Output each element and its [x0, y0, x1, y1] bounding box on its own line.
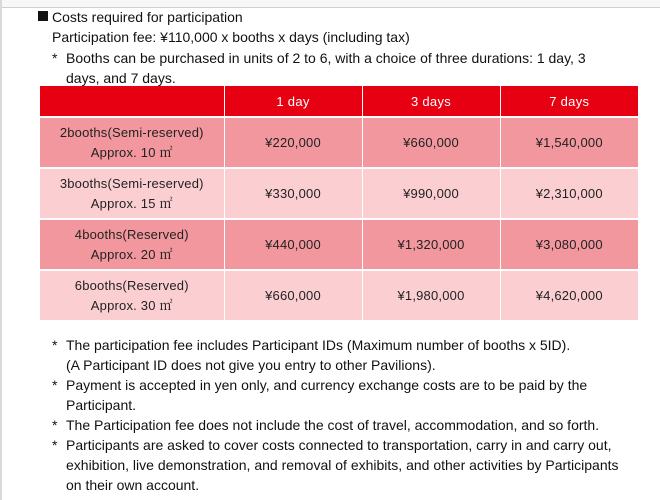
- price-7-days: ¥4,620,000: [500, 270, 638, 320]
- price-3-days: ¥660,000: [362, 117, 500, 168]
- booth-label: 6booths(Reserved): [74, 277, 189, 293]
- price-7-days: ¥1,540,000: [500, 117, 638, 168]
- list-item: [52, 435, 627, 495]
- header-3-days: 3 days: [362, 86, 500, 117]
- booth-area: Approx. 15 ㎡: [90, 195, 173, 211]
- note-text: The participation fee includes Participant IDs (Maximum number of booths x 5ID).: [66, 337, 571, 353]
- booth-area: Approx. 30 ㎡: [90, 297, 173, 313]
- fee-notes: [52, 335, 627, 495]
- booth-area: Approx. 10 ㎡: [90, 144, 173, 160]
- price-1-day: ¥330,000: [224, 168, 362, 219]
- header-blank: [40, 86, 224, 117]
- participation-fee-line: Participation fee: ¥110,000 x booths x days (including tax): [52, 29, 410, 45]
- table-row: [40, 168, 638, 219]
- booth-cell: [40, 168, 224, 219]
- price-7-days: ¥2,310,000: [500, 168, 638, 219]
- note-text: Payment is accepted in yen only, and currency exchange costs are to be paid by the Participant.: [66, 377, 588, 413]
- booth-cell: [40, 117, 224, 168]
- section-heading-text: Costs required for participation: [52, 9, 243, 25]
- note-bullet: *: [52, 50, 58, 66]
- list-item: [52, 335, 627, 375]
- booth-cell: [40, 270, 224, 320]
- booth-label: 2booths(Semi-reserved): [59, 124, 204, 140]
- window-top-edge: [0, 0, 660, 8]
- note-bullet: *: [52, 417, 58, 433]
- list-item: [52, 415, 627, 435]
- booth-label: 3booths(Semi-reserved): [59, 175, 204, 191]
- price-1-day: ¥440,000: [224, 219, 362, 270]
- booth-units-note: [52, 48, 622, 88]
- price-1-day: ¥220,000: [224, 117, 362, 168]
- note-text: The Participation fee does not include the cost of travel, accommodation, and so forth.: [66, 417, 600, 433]
- booth-cell: [40, 219, 224, 270]
- price-3-days: ¥1,980,000: [362, 270, 500, 320]
- note-bullet: *: [52, 437, 58, 453]
- black-square-icon: [38, 11, 48, 21]
- list-item: [52, 375, 627, 415]
- table-row: [40, 117, 638, 168]
- section-heading: [38, 8, 243, 26]
- note-bullet: *: [52, 377, 58, 393]
- table-row: [40, 219, 638, 270]
- price-3-days: ¥1,320,000: [362, 219, 500, 270]
- note-text: Participants are asked to cover costs connected to transportation, carry in and carry out, exhibition, live demonstration, and removal of exhibits, and other activities by Participants on their own account.: [66, 437, 619, 493]
- fee-table-header-row: [40, 86, 638, 117]
- booth-label: 4booths(Reserved): [74, 226, 189, 242]
- note-bullet: *: [52, 337, 58, 353]
- booth-area: Approx. 20 ㎡: [90, 246, 173, 262]
- fee-table: [40, 86, 638, 320]
- price-7-days: ¥3,080,000: [500, 219, 638, 270]
- price-1-day: ¥660,000: [224, 270, 362, 320]
- header-7-days: 7 days: [500, 86, 638, 117]
- price-3-days: ¥990,000: [362, 168, 500, 219]
- window-left-edge: [0, 0, 2, 500]
- note-text-sub: (A Participant ID does not give you entry to other Pavilions).: [66, 357, 436, 373]
- header-1-day: 1 day: [224, 86, 362, 117]
- booth-units-note-text: Booths can be purchased in units of 2 to 6, with a choice of three durations: 1 day, 3 days, and 7 days.: [66, 50, 586, 86]
- table-row: [40, 270, 638, 320]
